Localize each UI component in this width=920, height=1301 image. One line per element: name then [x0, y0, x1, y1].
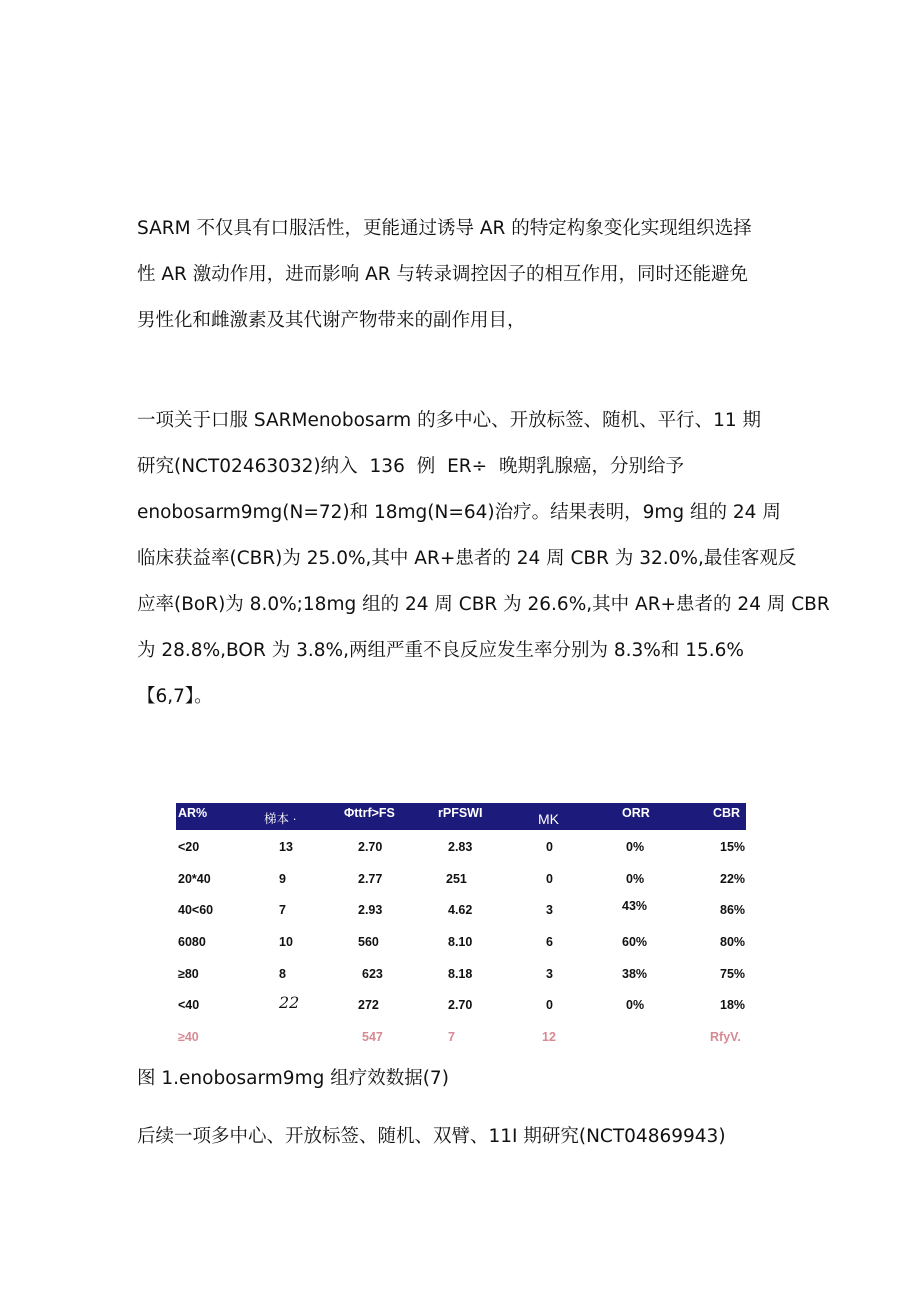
- cell: 251: [446, 871, 467, 886]
- text-line: 为 28.8%,BOR 为 3.8%,两组严重不良反应发生率分别为 8.3%和 15.6%: [137, 640, 744, 661]
- cell: 43%: [622, 899, 648, 914]
- header-sample: 梯本 ·: [264, 812, 297, 826]
- cell: 2.70: [448, 998, 473, 1013]
- cell: 4.62: [448, 903, 473, 918]
- paragraph-sarm-intro: [137, 206, 787, 344]
- cell: 6080: [178, 935, 206, 950]
- text-line: enobosarm9mg(N=72)和 18mg(N=64)治疗。结果表明，9mg 组的 24 周: [137, 502, 781, 523]
- cell: 0: [546, 840, 553, 854]
- cell: 80%: [720, 935, 746, 950]
- cell: 623: [362, 966, 383, 981]
- header-orr: ORR: [622, 806, 650, 820]
- cell: 60%: [622, 935, 648, 950]
- header-mk: MK: [538, 811, 559, 827]
- cell: 86%: [720, 903, 746, 918]
- cell: 18%: [720, 998, 746, 1013]
- cell: 13: [279, 840, 293, 854]
- cell: 0%: [626, 840, 645, 854]
- cell: 75%: [720, 966, 746, 981]
- cell: 22: [279, 993, 300, 1013]
- cell: 2.93: [358, 903, 383, 918]
- text-line: 研究(NCT02463032)纳入 136 例 ER÷ 晚期乳腺癌，分别给予: [137, 456, 685, 477]
- cell: 7: [448, 1030, 455, 1045]
- cell: 9: [279, 871, 286, 886]
- cell: RfyV.: [710, 1030, 741, 1045]
- paragraph-followup-study: 后续一项多中心、开放标签、随机、双臂、11I 期研究(NCT04869943): [137, 1126, 726, 1147]
- table-footer-row: [176, 1020, 746, 1052]
- cell: 0: [546, 871, 553, 886]
- table-row: [176, 988, 746, 1020]
- text-line: 应率(BoR)为 8.0%;18mg 组的 24 周 CBR 为 26.6%,其中 AR+患者的 24 周 CBR: [137, 594, 830, 615]
- cell: 6: [546, 935, 553, 950]
- cell: 547: [362, 1030, 383, 1045]
- cell: 2.77: [358, 871, 383, 886]
- cell: 10: [279, 935, 293, 950]
- cell: 20*40: [178, 871, 211, 886]
- cell: 8.18: [448, 966, 473, 981]
- cell: 3: [546, 966, 553, 981]
- cell: 2.70: [358, 840, 383, 854]
- paragraph-enobosarm-study: [137, 398, 830, 720]
- cell: 12: [542, 1030, 556, 1045]
- cell: <40: [178, 998, 200, 1013]
- header-rpfs: rPFSWI: [438, 806, 483, 820]
- cell: ≥40: [178, 1030, 199, 1045]
- cell: 40<60: [178, 903, 214, 918]
- cell: 8.10: [448, 935, 473, 950]
- cell: 22%: [720, 871, 746, 886]
- cell: 8: [279, 966, 286, 981]
- table-header: [176, 803, 746, 830]
- table-row: [176, 925, 746, 957]
- text-line: SARM 不仅具有口服活性，更能通过诱导 AR 的特定构象变化实现组织选择: [137, 218, 752, 239]
- cell: 2.83: [448, 840, 473, 854]
- cell: 3: [546, 903, 553, 918]
- text-line: 临床获益率(CBR)为 25.0%,其中 AR+患者的 24 周 CBR 为 32.0%,最佳客观反: [137, 548, 797, 569]
- cell: 0: [546, 998, 553, 1013]
- table-row: [176, 957, 746, 989]
- text-line: 性 AR 激动作用，进而影响 AR 与转录调控因子的相互作用，同时还能避免: [137, 264, 749, 285]
- table-row: [176, 830, 746, 862]
- efficacy-table: [176, 803, 746, 1052]
- text-line: 男性化和雌激素及其代谢产物带来的副作用目，: [137, 310, 526, 331]
- cell: 7: [279, 903, 286, 918]
- header-ar-percent: AR%: [178, 806, 208, 820]
- header-os: Φttrf>FS: [344, 806, 395, 820]
- text-line: 一项关于口服 SARMenobosarm 的多中心、开放标签、随机、平行、11 期: [137, 410, 762, 431]
- cell: 38%: [622, 966, 648, 981]
- table-row: [176, 893, 746, 925]
- figure-caption: 图 1.enobosarm9mg 组疗效数据(7): [137, 1068, 449, 1089]
- cell: ≥80: [178, 966, 199, 981]
- cell: 560: [358, 935, 379, 950]
- cell: 15%: [720, 840, 746, 854]
- table-row: [176, 862, 746, 894]
- cell: 0%: [626, 998, 645, 1013]
- text-line: 【6,7】。: [137, 686, 213, 707]
- cell: 272: [358, 998, 379, 1013]
- cell: <20: [178, 840, 200, 854]
- header-cbr: CBR: [713, 806, 741, 820]
- cell: 0%: [626, 871, 645, 886]
